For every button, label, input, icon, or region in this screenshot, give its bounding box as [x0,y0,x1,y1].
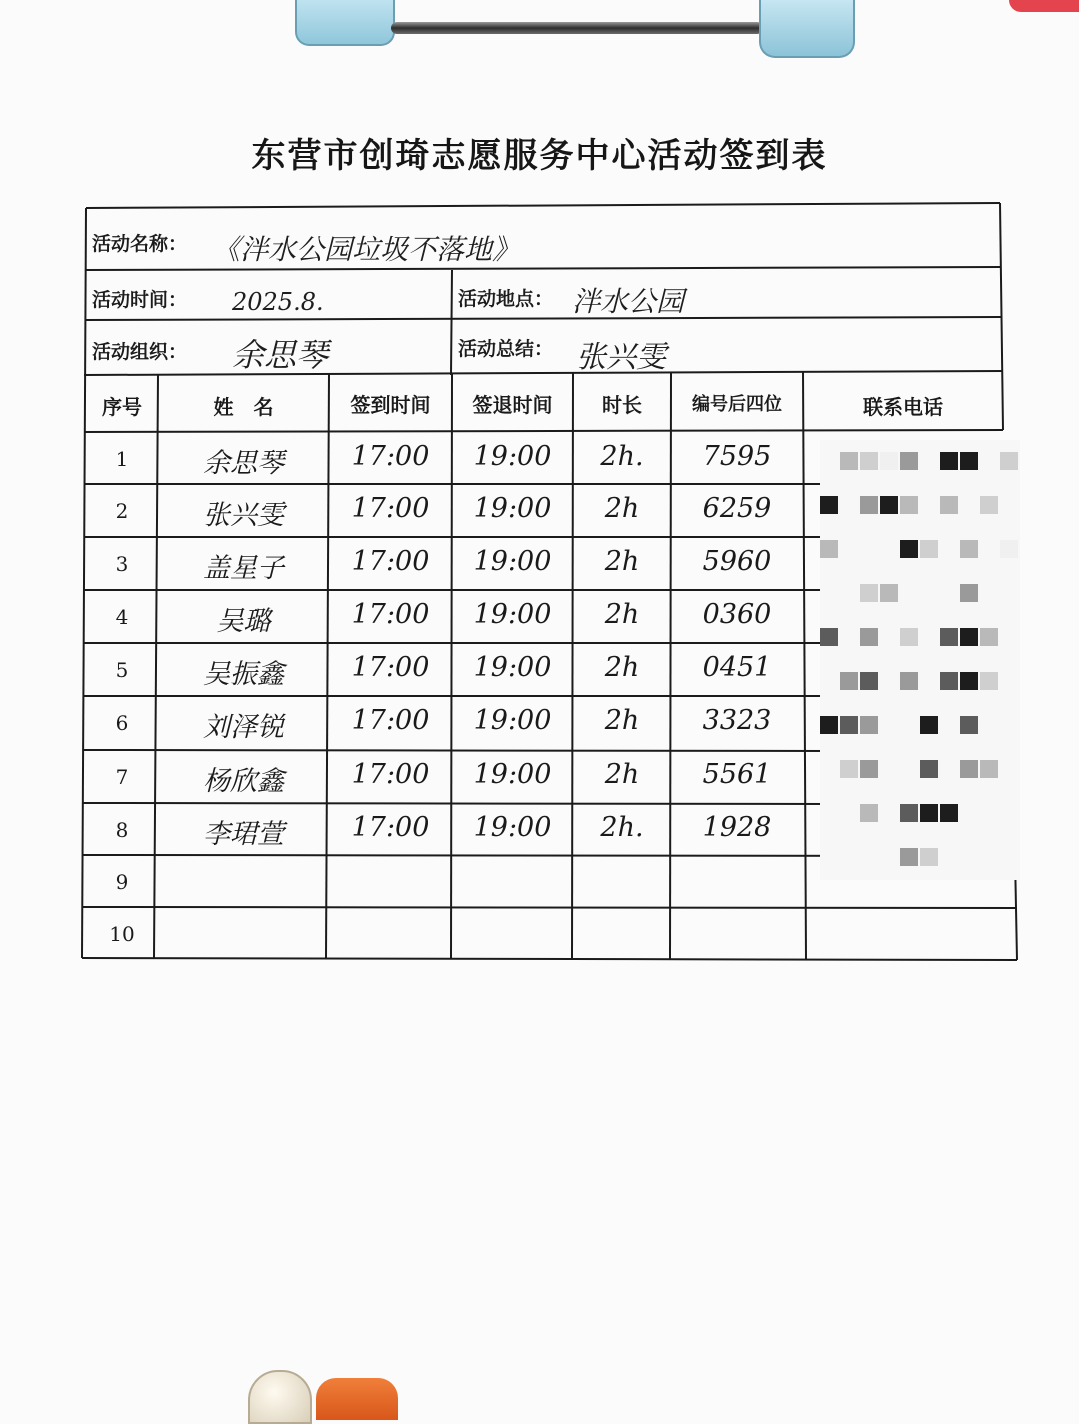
cell-duration: 2h [604,546,640,577]
redaction-pixel [900,540,918,558]
redaction-pixel [900,452,918,470]
activity-place-label: 活动地点： [458,288,554,310]
redaction-pixel [880,584,898,602]
activity-summary-label: 活动总结： [458,338,554,360]
activity-summary-value: 张兴雯 [576,340,666,375]
activity-name-label: 活动名称： [92,233,188,255]
pen-body [316,1378,398,1420]
cell-name: 余思琴 [203,448,284,479]
cell-name: 张兴雯 [203,500,284,531]
cell-sign-in: 17:00 [351,493,430,524]
activity-time-value: 2025.8. [232,288,324,316]
cell-duration: 2h [604,652,640,683]
cell-name: 盖星子 [203,553,284,584]
activity-place-value: 泮水公园 [572,285,685,318]
cell-id-last4: 6259 [702,493,772,524]
redaction-pixel [860,760,878,778]
cell-duration: 2h. [600,812,644,843]
redaction-pixel [940,672,958,690]
pen-cap [248,1370,312,1424]
header-seq: 序号 [102,395,142,419]
redaction-pixel [860,496,878,514]
cell-duration: 2h [604,759,640,790]
redaction-pixel [920,540,938,558]
cell-sign-out: 19:00 [473,599,552,630]
cell-sign-in: 17:00 [351,759,430,790]
activity-org-label: 活动组织： [92,341,188,363]
redaction-pixel [900,804,918,822]
cell-seq: 7 [115,765,129,789]
cell-sign-out: 19:00 [473,812,552,843]
cell-sign-in: 17:00 [351,546,430,577]
redaction-pixel [840,452,858,470]
redaction-pixel [880,452,898,470]
cell-id-last4: 0451 [702,652,772,683]
redaction-pixel [1000,540,1018,558]
cell-name: 吴振鑫 [203,659,284,690]
pen-tip [228,1360,398,1417]
cell-sign-out: 19:00 [473,441,552,472]
cell-name: 吴璐 [216,606,271,637]
redaction-pixel [880,496,898,514]
redaction-pixel [840,672,858,690]
cell-seq: 2 [115,499,129,523]
redaction-pixel [900,496,918,514]
cell-sign-in: 17:00 [351,441,430,472]
cell-name: 李珺萱 [203,819,284,850]
redaction-pixel [960,760,978,778]
redaction-pixel [900,848,918,866]
cell-sign-in: 17:00 [351,705,430,736]
cell-sign-in: 17:00 [351,812,430,843]
cell-sign-out: 19:00 [473,493,552,524]
cell-id-last4: 5561 [702,759,772,790]
redaction-pixel [960,672,978,690]
cell-seq: 4 [115,605,129,629]
page-title: 东营市创琦志愿服务中心活动签到表 [251,136,828,176]
redaction-pixel [940,804,958,822]
redaction-pixel [860,452,878,470]
redaction-pixel [960,540,978,558]
redaction-pixel [980,628,998,646]
redaction-pixel [920,716,938,734]
cell-seq: 1 [115,447,129,471]
redaction-pixel [860,584,878,602]
redaction-pixel [920,848,938,866]
cell-seq: 5 [115,658,129,682]
cell-seq: 8 [115,818,129,842]
cell-seq: 10 [109,922,135,946]
redaction-pixel [960,716,978,734]
redaction-pixel [980,672,998,690]
redaction-pixel [860,672,878,690]
header-name: 姓 名 [213,395,274,419]
cell-id-last4: 3323 [702,705,772,736]
redaction-pixel [820,716,838,734]
header-duration: 时长 [602,393,642,417]
header-sign-in-time: 签到时间 [350,393,431,417]
cell-seq: 3 [115,552,129,576]
redaction-pixel [1000,452,1018,470]
cell-seq: 9 [115,870,129,894]
redaction-pixel [960,452,978,470]
redaction-pixel [820,628,838,646]
redaction-pixel [860,716,878,734]
header-id-last4: 编号后四位 [692,394,782,415]
redaction-pixel [940,452,958,470]
cell-id-last4: 7595 [702,441,772,472]
redaction-pixel [820,540,838,558]
redaction-pixel [900,672,918,690]
redaction-pixel [960,628,978,646]
redaction-pixel [860,804,878,822]
cell-sign-out: 19:00 [473,546,552,577]
redaction-pixel [980,760,998,778]
cell-id-last4: 5960 [702,546,772,577]
redaction-pixel [960,584,978,602]
redaction-pixel [940,628,958,646]
redaction-pixel [940,496,958,514]
cell-sign-out: 19:00 [473,759,552,790]
header-phone: 联系电话 [863,395,943,419]
cell-duration: 2h [604,493,640,524]
redaction-pixel [920,760,938,778]
redaction-pixel [860,628,878,646]
cell-sign-out: 19:00 [473,705,552,736]
cell-seq: 6 [115,711,129,735]
redaction-pixel [840,716,858,734]
cell-name: 杨欣鑫 [203,766,284,797]
cell-duration: 2h. [600,441,644,472]
redaction-pixel [840,760,858,778]
cell-sign-in: 17:00 [351,652,430,683]
cell-sign-in: 17:00 [351,599,430,630]
activity-time-label: 活动时间： [92,289,188,311]
cell-duration: 2h [604,705,640,736]
redaction-pixel [900,628,918,646]
redaction-pixel [920,804,938,822]
header-sign-out-time: 签退时间 [472,393,553,417]
activity-name-value: 《泮水公园垃圾不落地》 [212,233,521,266]
phone-redaction [820,440,1020,880]
cell-id-last4: 0360 [702,599,772,630]
cell-sign-out: 19:00 [473,652,552,683]
redaction-pixel [820,496,838,514]
redaction-pixel [980,496,998,514]
cell-duration: 2h [604,599,640,630]
cell-name: 刘泽锐 [203,712,284,743]
cell-id-last4: 1928 [702,812,772,843]
activity-org-value: 余思琴 [232,336,329,374]
